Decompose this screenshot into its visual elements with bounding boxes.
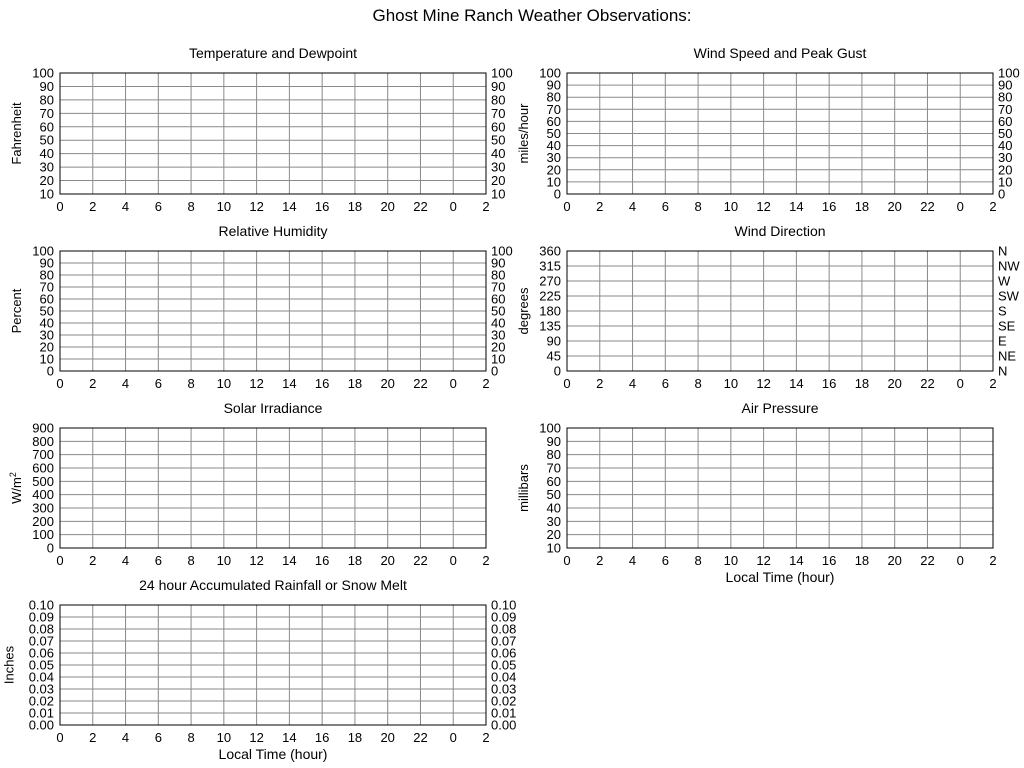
x-tick-label: 22 xyxy=(413,376,428,391)
y-tick-label: 900 xyxy=(32,420,54,436)
y-tick-label: 300 xyxy=(32,500,54,516)
y-tick-label: 400 xyxy=(32,487,54,503)
x-tick-label: 14 xyxy=(282,376,297,391)
y2-tick-label: 80 xyxy=(491,267,506,283)
y-axis-label: Percent xyxy=(9,288,25,334)
x-tick-label: 14 xyxy=(282,730,297,745)
x-tick-label: 20 xyxy=(380,376,395,391)
y-tick-label: 45 xyxy=(546,348,561,364)
y2-tick-label: 100 xyxy=(491,65,513,81)
y-tick-label: 500 xyxy=(32,473,54,489)
y-tick-label: 70 xyxy=(39,279,54,295)
chart-title: Air Pressure xyxy=(741,400,819,416)
y-tick-label: 20 xyxy=(546,162,561,178)
y-tick-label: 600 xyxy=(32,460,54,476)
y-tick-label: 100 xyxy=(32,243,54,259)
y2-tick-label: 20 xyxy=(491,339,506,355)
y2-tick-label: 90 xyxy=(998,77,1013,93)
x-tick-label: 0 xyxy=(956,376,964,391)
y-tick-label: 60 xyxy=(546,113,561,129)
x-tick-label: 0 xyxy=(56,553,64,568)
y2-tick-label: E xyxy=(998,333,1007,349)
y-tick-label: 20 xyxy=(39,339,54,355)
y-tick-label: 0.07 xyxy=(28,633,54,649)
x-tick-label: 22 xyxy=(920,199,935,214)
y2-tick-label: 20 xyxy=(998,162,1013,178)
x-tick-label: 0 xyxy=(449,553,457,568)
y2-tick-label: 60 xyxy=(491,119,506,135)
y-tick-label: 0.08 xyxy=(28,621,54,637)
x-tick-label: 12 xyxy=(756,553,771,568)
x-tick-label: 8 xyxy=(187,376,195,391)
y2-tick-label: SE xyxy=(998,318,1016,334)
y-tick-label: 80 xyxy=(546,447,561,463)
x-tick-label: 16 xyxy=(314,730,330,745)
y-tick-label: 0.05 xyxy=(28,657,54,673)
x-tick-label: 22 xyxy=(413,553,428,568)
y2-tick-label: 60 xyxy=(998,113,1013,129)
y-tick-label: 70 xyxy=(546,101,561,117)
x-tick-label: 4 xyxy=(121,553,130,568)
y2-tick-label: NE xyxy=(998,348,1017,364)
y-tick-label: 10 xyxy=(546,174,561,190)
humidity-chart xyxy=(9,223,513,391)
y2-tick-label: 50 xyxy=(998,126,1013,141)
y2-tick-label: 30 xyxy=(998,150,1013,166)
y2-tick-label: 80 xyxy=(491,92,506,108)
x-tick-label: 0 xyxy=(956,199,964,214)
y-tick-label: 270 xyxy=(539,273,561,289)
x-tick-label: 2 xyxy=(989,199,997,214)
y-tick-label: 30 xyxy=(39,159,54,175)
y-tick-label: 40 xyxy=(546,138,561,154)
x-tick-label: 0 xyxy=(449,199,457,214)
x-tick-label: 16 xyxy=(821,199,837,214)
chart-title: Solar Irradiance xyxy=(223,400,323,416)
y-axis-label-superscript: 2 xyxy=(8,472,19,478)
x-tick-label: 6 xyxy=(154,553,162,568)
y-tick-label: 70 xyxy=(546,460,561,476)
solar-chart xyxy=(8,400,489,568)
y-tick-label: 0.03 xyxy=(28,681,54,697)
y-tick-label: 0.04 xyxy=(28,669,54,685)
temperature-chart xyxy=(9,45,513,214)
y2-tick-label: 10 xyxy=(491,351,506,367)
y2-tick-label: 30 xyxy=(491,327,506,343)
y-tick-label: 20 xyxy=(546,527,561,543)
y-tick-label: 700 xyxy=(32,447,54,463)
y2-tick-label: 100 xyxy=(491,243,513,259)
x-tick-label: 6 xyxy=(154,730,162,745)
x-tick-label: 0 xyxy=(449,730,457,745)
y-tick-label: 0.01 xyxy=(28,705,54,721)
y-tick-label: 100 xyxy=(32,65,54,81)
x-tick-label: 0 xyxy=(563,376,571,391)
x-tick-label: 0 xyxy=(563,553,571,568)
y-tick-label: 360 xyxy=(539,243,561,259)
x-axis-label: Local Time (hour) xyxy=(218,746,328,762)
y-axis-label: miles/hour xyxy=(516,103,532,164)
x-tick-label: 12 xyxy=(756,376,771,391)
x-tick-label: 0 xyxy=(56,199,64,214)
x-tick-label: 0 xyxy=(956,553,964,568)
y2-tick-label: 0.07 xyxy=(491,633,517,649)
y2-tick-label: 40 xyxy=(998,138,1013,154)
x-tick-label: 14 xyxy=(789,553,804,568)
chart-title: Wind Direction xyxy=(734,223,826,239)
chart-title: Wind Speed and Peak Gust xyxy=(693,45,867,61)
y2-tick-label: 0.00 xyxy=(491,717,517,733)
plot-frame xyxy=(60,428,486,548)
y-tick-label: 80 xyxy=(546,89,561,105)
x-tick-label: 2 xyxy=(89,553,97,568)
y2-tick-label: 50 xyxy=(491,303,506,319)
x-tick-label: 10 xyxy=(723,376,739,391)
y-tick-label: 200 xyxy=(32,513,54,529)
x-tick-label: 12 xyxy=(756,199,771,214)
x-tick-label: 14 xyxy=(282,199,297,214)
x-tick-label: 18 xyxy=(347,730,363,745)
x-tick-label: 2 xyxy=(482,730,490,745)
x-tick-label: 12 xyxy=(249,730,264,745)
y-tick-label: 40 xyxy=(39,146,54,162)
y2-tick-label: 0.04 xyxy=(491,669,517,685)
y2-tick-label: 10 xyxy=(491,186,506,202)
y-tick-label: 60 xyxy=(39,291,54,307)
y2-tick-label: N xyxy=(998,243,1008,259)
y-tick-label: 0 xyxy=(553,363,561,379)
y-tick-label: 20 xyxy=(39,173,54,189)
y2-tick-label: 100 xyxy=(998,65,1020,81)
y-tick-label: 80 xyxy=(39,92,54,108)
y-tick-label: 0 xyxy=(46,540,54,556)
x-tick-label: 2 xyxy=(596,199,604,214)
y-axis-label: $W/m^2$ xyxy=(8,472,25,504)
y-axis-label: Fahrenheit xyxy=(9,102,25,165)
y-tick-label: 0.00 xyxy=(28,717,54,733)
y-tick-label: 10 xyxy=(39,351,54,367)
x-tick-label: 2 xyxy=(89,730,97,745)
x-tick-label: 2 xyxy=(89,376,97,391)
x-tick-label: 2 xyxy=(989,376,997,391)
y2-tick-label: 30 xyxy=(491,159,506,175)
x-tick-label: 18 xyxy=(347,376,363,391)
x-tick-label: 6 xyxy=(661,199,669,214)
y-tick-label: 225 xyxy=(539,288,561,304)
y-axis-label: degrees xyxy=(516,287,532,335)
x-tick-label: 16 xyxy=(314,199,330,214)
y-tick-label: 30 xyxy=(39,327,54,343)
x-tick-label: 2 xyxy=(596,553,604,568)
y-tick-label: 70 xyxy=(39,105,54,121)
y-tick-label: 80 xyxy=(39,267,54,283)
x-tick-label: 20 xyxy=(380,553,395,568)
y-tick-label: 0.09 xyxy=(28,609,54,625)
y2-tick-label: 10 xyxy=(998,174,1013,190)
x-tick-label: 20 xyxy=(887,553,902,568)
x-tick-label: 0 xyxy=(449,376,457,391)
y2-tick-label: 90 xyxy=(491,78,506,94)
x-tick-label: 8 xyxy=(694,199,702,214)
y-tick-label: 90 xyxy=(546,433,561,449)
x-tick-label: 10 xyxy=(216,376,232,391)
y2-tick-label: 70 xyxy=(998,101,1013,117)
y2-tick-label: 70 xyxy=(491,279,506,295)
chart-title: Temperature and Dewpoint xyxy=(188,45,358,61)
page-title: Ghost Mine Ranch Weather Observations: xyxy=(372,6,692,25)
x-tick-label: 0 xyxy=(56,730,64,745)
x-tick-label: 14 xyxy=(789,199,804,214)
x-tick-label: 4 xyxy=(628,553,637,568)
x-tick-label: 18 xyxy=(854,199,870,214)
y-tick-label: 100 xyxy=(539,420,561,436)
y2-tick-label: NW xyxy=(998,258,1020,274)
x-tick-label: 8 xyxy=(187,730,195,745)
x-tick-label: 8 xyxy=(187,553,195,568)
chart-title: 24 hour Accumulated Rainfall or Snow Melt xyxy=(139,577,407,593)
x-tick-label: 6 xyxy=(154,376,162,391)
x-tick-label: 16 xyxy=(314,553,330,568)
y-tick-label: 30 xyxy=(546,513,561,529)
x-tick-label: 8 xyxy=(694,553,702,568)
y-tick-label: 0 xyxy=(553,186,561,202)
x-tick-label: 10 xyxy=(216,199,232,214)
y2-tick-label: 0.08 xyxy=(491,621,517,637)
y2-tick-label: 0.06 xyxy=(491,645,517,661)
y-tick-label: 40 xyxy=(546,500,561,516)
y-tick-label: 60 xyxy=(39,119,54,135)
x-tick-label: 0 xyxy=(563,199,571,214)
pressure-chart xyxy=(516,400,996,585)
x-tick-label: 16 xyxy=(314,376,330,391)
x-tick-label: 16 xyxy=(821,376,837,391)
x-tick-label: 4 xyxy=(628,199,637,214)
plot-frame xyxy=(567,428,993,548)
y-tick-label: 40 xyxy=(39,315,54,331)
wind-direction-chart xyxy=(516,223,1020,391)
y2-tick-label: 90 xyxy=(491,255,506,271)
y-tick-label: 800 xyxy=(32,433,54,449)
y-tick-label: 100 xyxy=(539,65,561,81)
y-tick-label: 50 xyxy=(546,487,561,503)
y2-tick-label: 0.05 xyxy=(491,657,517,673)
x-tick-label: 22 xyxy=(413,199,428,214)
y2-tick-label: 80 xyxy=(998,89,1013,105)
y2-tick-label: 0.03 xyxy=(491,681,517,697)
y2-tick-label: 0.10 xyxy=(491,597,517,613)
y2-tick-label: 40 xyxy=(491,315,506,331)
x-tick-label: 22 xyxy=(413,730,428,745)
x-tick-label: 2 xyxy=(989,553,997,568)
y2-tick-label: 0 xyxy=(998,186,1006,202)
x-tick-label: 20 xyxy=(380,730,395,745)
x-tick-label: 18 xyxy=(854,553,870,568)
x-tick-label: 10 xyxy=(216,553,232,568)
x-tick-label: 20 xyxy=(887,376,902,391)
y2-tick-label: 50 xyxy=(491,132,506,148)
y-tick-label: 0.10 xyxy=(28,597,54,613)
y-tick-label: 100 xyxy=(32,527,54,543)
y-tick-label: 10 xyxy=(39,186,54,202)
x-tick-label: 4 xyxy=(121,730,130,745)
x-tick-label: 16 xyxy=(821,553,837,568)
y-tick-label: 50 xyxy=(39,132,54,148)
y-tick-label: 0.02 xyxy=(28,693,54,709)
x-tick-label: 2 xyxy=(89,199,97,214)
rainfall-chart xyxy=(2,577,517,762)
y-tick-label: 10 xyxy=(546,540,561,556)
y-tick-label: 315 xyxy=(539,258,561,274)
x-tick-label: 18 xyxy=(347,199,363,214)
y2-tick-label: 0.09 xyxy=(491,609,517,625)
x-tick-label: 20 xyxy=(380,199,395,214)
y2-tick-label: 60 xyxy=(491,291,506,307)
y2-tick-label: 40 xyxy=(491,146,506,162)
y2-tick-label: N xyxy=(998,363,1008,379)
x-tick-label: 14 xyxy=(282,553,297,568)
y-tick-label: 90 xyxy=(546,333,561,349)
y-tick-label: 50 xyxy=(39,303,54,319)
x-tick-label: 10 xyxy=(216,730,232,745)
x-tick-label: 2 xyxy=(482,376,490,391)
y-axis-label: Inches xyxy=(1,645,17,685)
y2-tick-label: W xyxy=(998,273,1011,289)
x-tick-label: 22 xyxy=(920,553,935,568)
x-tick-label: 6 xyxy=(661,553,669,568)
x-tick-label: 2 xyxy=(482,199,490,214)
x-tick-label: 2 xyxy=(596,376,604,391)
y-tick-label: 0 xyxy=(46,363,54,379)
x-tick-label: 4 xyxy=(121,199,130,214)
x-tick-label: 18 xyxy=(347,553,363,568)
x-tick-label: 10 xyxy=(723,553,739,568)
y2-tick-label: 70 xyxy=(491,105,506,121)
x-tick-label: 12 xyxy=(249,376,264,391)
x-tick-label: 10 xyxy=(723,199,739,214)
chart-title: Relative Humidity xyxy=(218,223,328,239)
plot-frame xyxy=(60,73,486,194)
x-tick-label: 6 xyxy=(661,376,669,391)
x-tick-label: 12 xyxy=(249,199,264,214)
y2-tick-label: SW xyxy=(998,288,1019,304)
x-tick-label: 12 xyxy=(249,553,264,568)
x-tick-label: 8 xyxy=(694,376,702,391)
wind-speed-chart xyxy=(516,45,1020,214)
x-axis-label: Local Time (hour) xyxy=(725,569,835,585)
y2-tick-label: S xyxy=(998,303,1007,319)
x-tick-label: 0 xyxy=(56,376,64,391)
y-tick-label: 135 xyxy=(539,318,561,334)
y-tick-label: 30 xyxy=(546,150,561,166)
x-tick-label: 2 xyxy=(482,553,490,568)
x-tick-label: 4 xyxy=(121,376,130,391)
x-tick-label: 6 xyxy=(154,199,162,214)
x-tick-label: 4 xyxy=(628,376,637,391)
y-tick-label: 60 xyxy=(546,473,561,489)
y-tick-label: 0.06 xyxy=(28,645,54,661)
y2-tick-label: 0.01 xyxy=(491,705,517,721)
y-tick-label: 90 xyxy=(39,78,54,94)
y-tick-label: 180 xyxy=(539,303,561,319)
x-tick-label: 14 xyxy=(789,376,804,391)
x-tick-label: 18 xyxy=(854,376,870,391)
y-tick-label: 90 xyxy=(39,255,54,271)
y-axis-label: millibars xyxy=(516,464,532,512)
y2-tick-label: 0.02 xyxy=(491,693,517,709)
y-tick-label: 90 xyxy=(546,77,561,93)
x-tick-label: 8 xyxy=(187,199,195,214)
y-tick-label: 50 xyxy=(546,126,561,141)
y2-tick-label: 20 xyxy=(491,173,506,189)
x-tick-label: 22 xyxy=(920,376,935,391)
y2-tick-label: 0 xyxy=(491,363,499,379)
x-tick-label: 20 xyxy=(887,199,902,214)
